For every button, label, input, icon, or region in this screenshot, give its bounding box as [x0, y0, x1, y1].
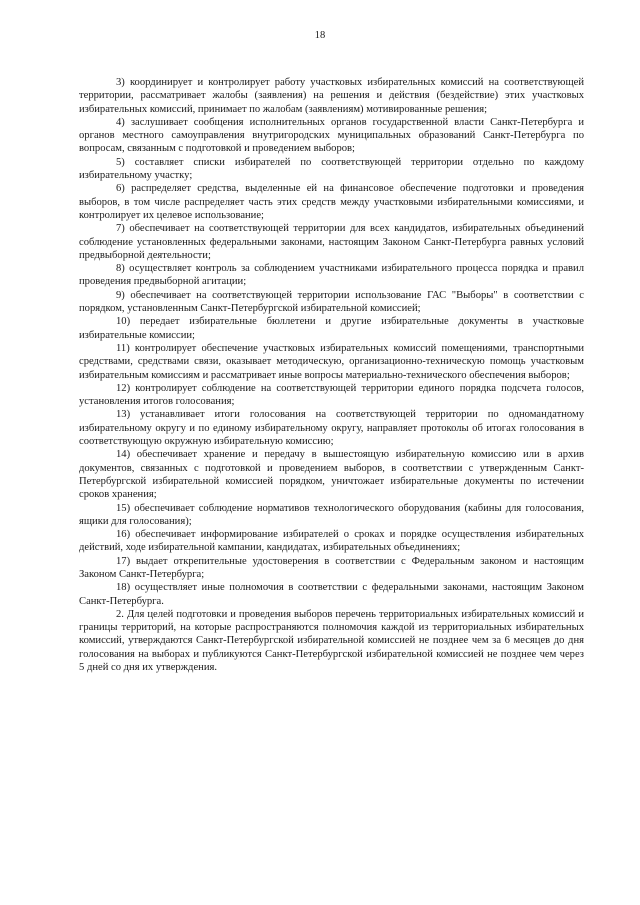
paragraph-item-11: 11) контролирует обеспечение участковых избирательных комиссий помещениями, транспортными средствами, средствами связи, оказывает методическую, организационно-техническую помощь участковым избирательным комиссиям и рассматривает иные вопросы материально-технического обеспечения выборов;: [79, 342, 584, 381]
paragraph-item-9: 9) обеспечивает на соответствующей территории использование ГАС "Выборы" в соответствии с порядком, установленным Санкт-Петербургской избирательной комиссией;: [79, 289, 584, 315]
paragraph-item-7: 7) обеспечивает на соответствующей территории для всех кандидатов, избирательных объединений соблюдение установленных федеральными законами, настоящим Законом Санкт-Петербурга равных условий предвыборной деятельности;: [79, 223, 584, 261]
paragraph-item-12: 12) контролирует соблюдение на соответствующей территории единого порядка подсчета голосов, установления итогов голосования;: [79, 382, 584, 408]
paragraph-item-18: 18) осуществляет иные полномочия в соответствии с федеральными законами, настоящим Законом Санкт-Петербурга.: [79, 582, 584, 607]
paragraph-item-6: 6) распределяет средства, выделенные ей на финансовое обеспечение подготовки и проведения выборов, в том числе распределяет часть этих средств между участковыми избирательными комиссиями, и контролирует их целевое использование;: [79, 183, 584, 221]
paragraph-item-3: 3) координирует и контролирует работу участковых избирательных комиссий на соответствующей территории, рассматривает жалобы (заявления) на решения и действия (бездействие) этих участковых избирательных комиссий, принимает по жалобам (заявлениям) мотивированные решения;: [79, 77, 584, 115]
paragraph-item-16: 16) обеспечивает информирование избирателей о сроках и порядке осуществления избирательных действий, ходе избирательной кампании, кандидатах, избирательных объединениях;: [79, 529, 584, 554]
paragraph-item-8: 8) осуществляет контроль за соблюдением участниками избирательного процесса порядка и правил проведения предвыборной агитации;: [79, 263, 584, 288]
page-number: 18: [314, 30, 326, 41]
paragraph-item-5: 5) составляет списки избирателей по соответствующей территории отдельно по каждому избирательному участку;: [79, 156, 584, 182]
paragraph-item-10: 10) передает избирательные бюллетени и другие избирательные документы в участковые избирательные комиссии;: [79, 316, 584, 341]
paragraph-item-4: 4) заслушивает сообщения исполнительных органов государственной власти Санкт-Петербурга и органов местного самоуправления внутригородских муниципальных образований Санкт-Петербурга по вопросам, связанным с подготовкой и проведением выборов;: [79, 116, 584, 155]
paragraph-part-2: 2. Для целей подготовки и проведения выборов перечень территориальных избирательных комиссий и границы территорий, на которые распространяются полномочия каждой из территориальных избирательных комиссий, утверждаются Санкт-Петербургской избирательной комиссией не позднее чем за 6 месяцев до дня голосования на выборах и публикуются Санкт-Петербургской избирательной комиссией не позднее чем через 5 дней со дня их утверждения.: [79, 608, 584, 674]
paragraph-item-17: 17) выдает открепительные удостоверения в соответствии с Федеральным законом и настоящим Законом Санкт-Петербурга;: [79, 555, 584, 580]
paragraph-item-14: 14) обеспечивает хранение и передачу в вышестоящую избирательную комиссию или в архив документов, связанных с подготовкой и проведением выборов, в соответствии с утвержденным Санкт-Петербургской избирательной комиссией порядком, уничтожает избирательные документы по истечении сроков хранения;: [79, 449, 584, 501]
paragraph-item-13: 13) устанавливает итоги голосования на соответствующей территории по одномандатному избирательному округу и по единому избирательному округу, направляет протоколы об итогах голосования в соответствующую окружную избирательную комиссию;: [79, 409, 584, 448]
paragraph-item-15: 15) обеспечивает соблюдение нормативов технологического оборудования (кабины для голосования, ящики для голосования);: [79, 502, 584, 527]
document-body: [79, 76, 584, 674]
